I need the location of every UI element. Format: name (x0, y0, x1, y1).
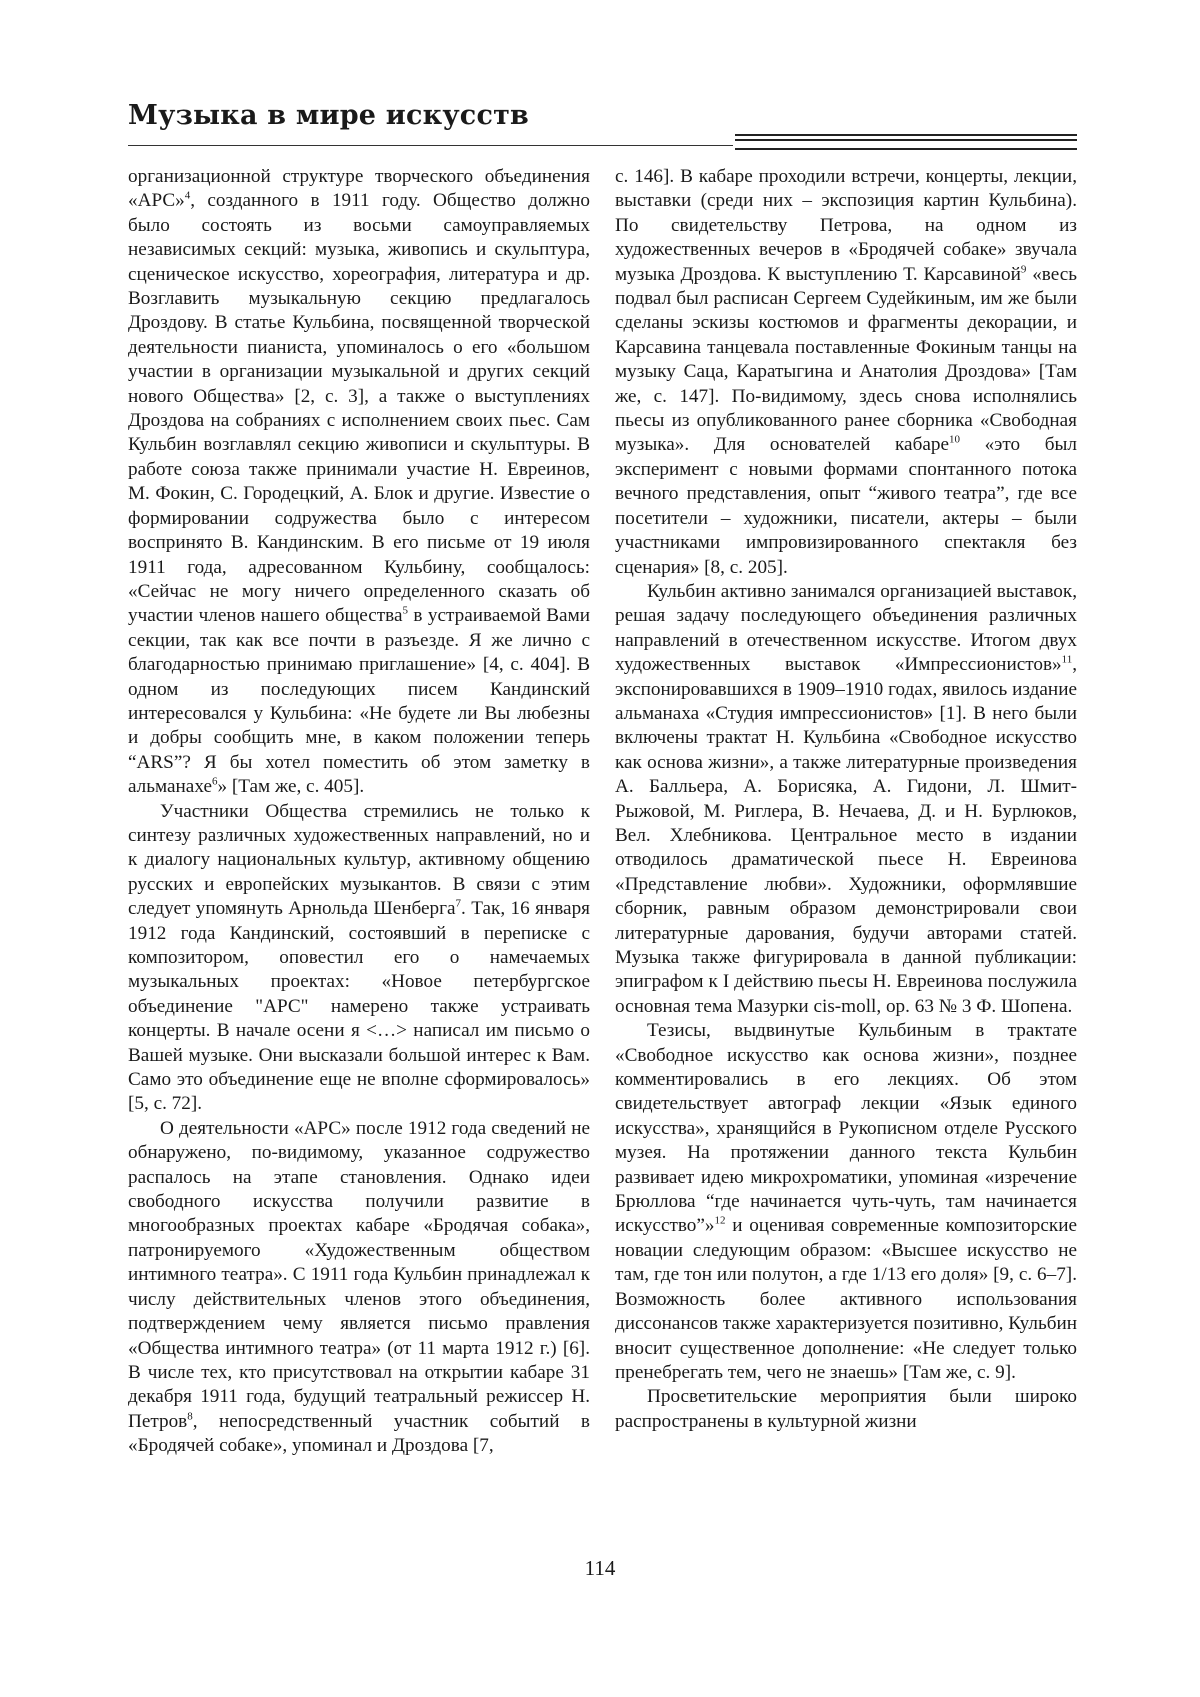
running-header-title: Музыка в мире искусств (128, 100, 529, 131)
paragraph: с. 146]. В кабаре проходили встречи, концерты, лекции, выставки (среди них – экспозиция картин Кульбина). По свидетельству Петрова, на одном из художественных вечеров в «Бродячей собаке» звучала музыка Дроздова. К выступлению Т. Карсавиной$^9$ «весь подвал был расписан Сергеем Судейкиным, им же были сделаны эскизы костюмов и фрагменты декорации, и Карсавина танцевала поставленные Фокиным танцы на музыку Саца, Каратыгина и Анатолия Дроздова» [Там же, с. 147]. По-видимому, здесь снова исполнялись пьесы из опубликованного ранее сборника «Свободная музыка». Для основателей кабаре$^{10}$ «это был эксперимент с новыми формами спонтанного потока вечного представления, опыт “живого театра”, где все посетители – художники, писатели, актеры – были участниками импровизированного спектакля без сценария» [8, с. 205]. (615, 166, 1078, 578)
paragraph: Тезисы, выдвинутые Кульбиным в трактате «Свободное искусство как основа жизни», позднее комментировались в его лекциях. Об этом свидетельствует автограф лекции «Язык единого искусства», хранящийся в Рукописном отделе Русского музея. На протяжении данного текста Кульбин развивает идею микрохроматики, упоминая «изречение Брюллова “где начинается чуть-чуть, там начинается искусство”»$^{12}$ и оценивая современные композиторские новации следующим образом: «Высшее искусство не там, где тон или полутон, а где 1/13 его доля» [9, с. 6–7]. Возможность более активного использования диссонансов также характеризуется позитивно, Кульбин вносит существенное дополнение: «Не следует только пренебрегать тем, чего не знаешь» [Там же, с. 9]. (615, 1020, 1077, 1383)
header-rule-thin (128, 145, 733, 146)
header-rule-triple (735, 134, 1077, 150)
paragraph: Просветительские мероприятия были широко распространены в культурной жизни (615, 1386, 1077, 1432)
paragraph: организационной структуре творческого объединения «АРС»$^4$, созданного в 1911 году. Общество должно было состоять из восьми самоуправляемых независимых секций: музыка, живопись и скульптура, сценическое искусство, хореография, литература и др. Возглавить музыкальную секцию предлагалось Дроздову. В статье Кульбина, посвященной творческой деятельности пианиста, упоминалось о его «большом участии в организации музыкальной и других секций нового Общества» [2, с. 3], а также о выступлениях Дроздова на собраниях с исполнением своих пьес. Сам Кульбин возглавлял секцию живописи и скульптуры. В работе союза также принимали участие Н. Евреинов, М. Фокин, С. Городецкий, А. Блок и другие. Известие о формировании содружества было с интересом воспринято В. Кандинским. В его письме от 19 июля 1911 года, адресованном Кульбину, сообщалось: «Сейчас не могу ничего определенного сказать об участии членов нашего общества$^5$ в устраиваемой Вами секции, так как все почти в разъезде. Я же лично с благодарностью принимаю приглашение» [4, с. 404]. В одном из последующих писем Кандинский интересовался у Кульбина: «Не будете ли Вы любезны и добры сообщить мне, в каком положении теперь “ARS”? Я бы хотел поместить об этом заметку в альманахе$^6$» [Там же, с. 405]. (128, 166, 590, 798)
paragraph: Кульбин активно занимался организацией выставок, решая задачу последующего объединения различных направлений в отечественном искусстве. Итогом двух художественных выставок «Импрессионистов»$^{11}$, экспонировавшихся в 1909–1910 годах, явилось издание альманаха «Студия импрессионистов» [1]. В него были включены трактат Н. Кульбина «Свободное искусство как основа жизни», а также литературные произведения А. Балльера, А. Борисяка, А. Гидони, Л. Шмит-Рыжовой, М. Риглера, В. Нечаева, Д. и Н. Бурлюков, Вел. Хлебникова. Центральное место в издании отводилось драматической пьесе Н. Евреинова «Представление любви». Художники, оформлявшие сборник, равным образом демонстрировали свои литературные дарования, будучи авторами статей. Музыка также фигурировала в данной публикации: эпиграфом к I действию пьесы Н. Евреинова послужила основная тема Мазурки cis-moll, op. 63 № 3 Ф. Шопена. (615, 580, 1077, 1017)
left-column (128, 165, 590, 1459)
page-number: 114 (584, 1556, 616, 1580)
right-column (615, 165, 1077, 1434)
paragraph: О деятельности «АРС» после 1912 года сведений не обнаружено, по-видимому, указанное содружество распалось на этапе становления. Однако идеи свободного искусства получили развитие в многообразных проектах кабаре «Бродячая собака», патронируемого «Художественным обществом интимного театра». С 1911 года Кульбин принадлежал к числу действительных членов этого объединения, подтверждением чему является письмо правления «Общества интимного театра» (от 11 марта 1912 г.) [6]. В числе тех, кто присутствовал на открытии кабаре 31 декабря 1911 года, будущий театральный режиссер Н. Петров$^8$, непосредственный участник событий в «Бродячей собаке», упоминал и Дроздова [7, (128, 1117, 590, 1457)
paragraph: Участники Общества стремились не только к синтезу различных художественных направлений, но и к диалогу национальных культур, активному общению русских и европейских музыкантов. В связи с этим следует упомянуть Арнольда Шенберга$^7$. Так, 16 января 1912 года Кандинский, состоявший в переписке с композитором, оповестил его о намечаемых музыкальных проектах: «Новое петербургское объединение "АРС" намерено также устраивать концерты. В начале осени я <…> написал им письмо о Вашей музыке. Они высказали большой интерес к Вам. Само это объединение еще не вполне сформировалось» [5, с. 72]. (128, 800, 590, 1115)
